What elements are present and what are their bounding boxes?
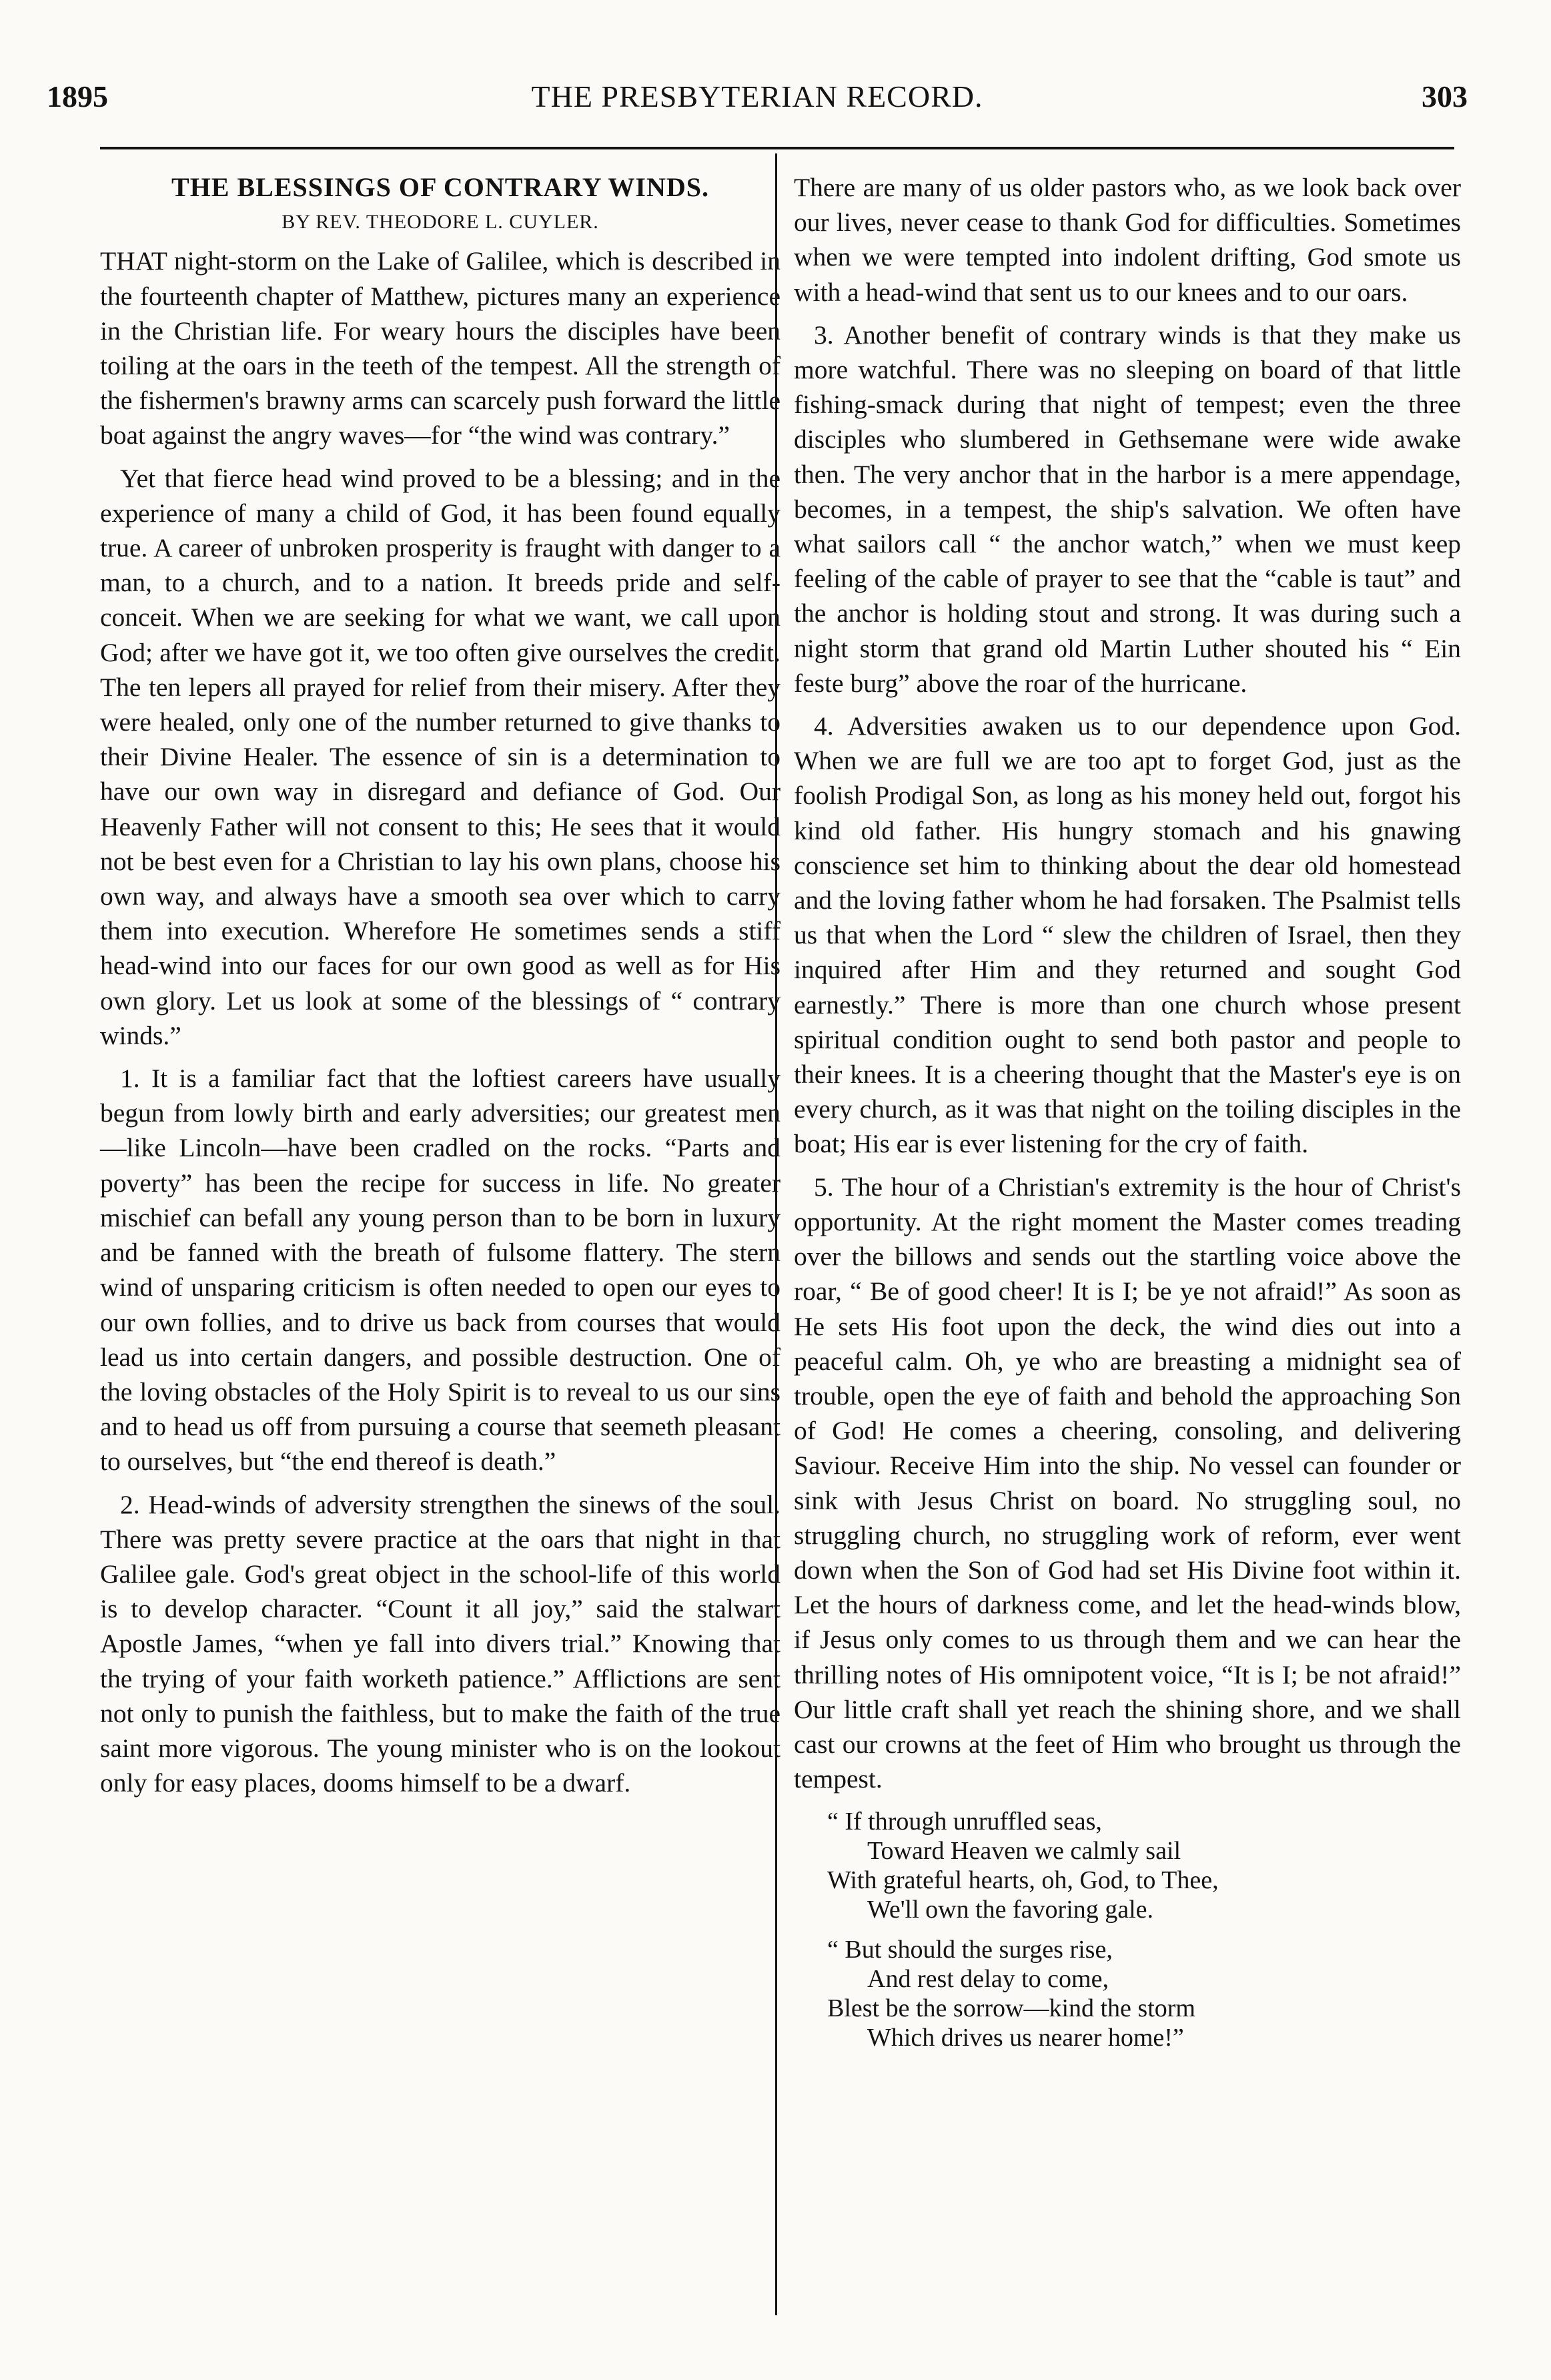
- header-rule: [100, 147, 1454, 149]
- paragraph: 3. Another benefit of contrary winds is that they make us more watchful. There was no sleeping on board of that little fishing-smack during that night of tempest; even the three disciples who slumbered in Gethsemane were wide awake then. The very anchor that in the harbor is a mere appendage, becomes, in a tempest, the ship's salvation. We often have what sailors call “ the anchor watch,” when we must keep feeling of the cable of prayer to see that the “cable is taut” and the anchor is holding stout and strong. It was during such a night storm that grand old Martin Luther shouted his “ Ein feste burg” above the roar of the hurricane.: [794, 320, 1461, 698]
- poem-line: Which drives us nearer home!”: [867, 2024, 1184, 2052]
- publication-title: THE PRESBYTERIAN RECORD.: [531, 79, 983, 113]
- paragraph: 1. It is a familiar fact that the loftiest careers have usually begun from lowly birth and early adversities; our greatest men—like Lincoln—have been cradled on the rocks. “Parts and poverty” has been the recipe for success in life. No greater mischief can befall any young person than to be born in luxury and be fanned with the breath of fulsome flattery. The stern wind of unsparing criticism is often needed to open our eyes to our own follies, and to drive us back from courses that would lead us into certain dangers, and possible destruction. One of the loving obstacles of the Holy Spirit is to reveal to us our sins and to head us off from pursuing a course that seemeth pleasant to ourselves, but “the end thereof is death.”: [100, 1064, 781, 1477]
- poem-line: Toward Heaven we calmly sail: [867, 1837, 1181, 1866]
- article-byline: BY REV. THEODORE L. CUYLER.: [282, 211, 599, 234]
- paragraph: 2. Head-winds of adversity strengthen the sinews of the soul. There was pretty severe practice at the oars that night in that Galilee gale. God's great object in the school-life of this world is to develop character. “Count it all joy,” said the stalwart Apostle James, “when ye fall into divers trial.” Knowing that the trying of your faith worketh patience.” Afflictions are sent not only to punish the faithless, but to make the faith of the true saint more vigorous. The young minister who is on the lookout only for easy places, dooms himself to be a dwarf.: [100, 1489, 781, 1798]
- paragraph: There are many of us older pastors who, as we look back over our lives, never cease to thank God for difficulties. Sometimes when we were tempted into indolent drifting, God smote us with a head-wind that sent us to our knees and to our oars.: [794, 173, 1461, 307]
- right-column: [794, 170, 1461, 2063]
- left-column: [100, 170, 781, 1808]
- poem-line: “ But should the surges rise,: [827, 1936, 1113, 1964]
- paragraph: 5. The hour of a Christian's extremity is the hour of Christ's opportunity. At the right moment the Master comes treading over the billows and sends out the startling voice above the roar, “ Be of good cheer! It is I; be ye not afraid!” As soon as He sets His foot upon the deck, the wind dies out into a peaceful calm. Oh, ye who are breasting a midnight sea of trouble, open the eye of faith and behold the approaching Son of God! He comes a cheering, consoling, and delivering Saviour. Receive Him into the ship. No vessel can founder or sink with Jesus Christ on board. No struggling soul, no struggling church, no struggling work of reform, ever went down when the Son of God had set His Divine foot within it. Let the hours of darkness come, and let the head-winds blow, if Jesus only comes to us through them and we can hear the thrilling notes of His omnipotent voice, “It is I; be not afraid!” Our little craft shall yet reach the shining shore, and we shall cast our crowns at the feet of Him who brought us through the tempest.: [794, 1172, 1461, 1794]
- article-title: THE BLESSINGS OF CONTRARY WINDS.: [171, 172, 709, 202]
- paragraph: THAT night-storm on the Lake of Galilee, which is described in the fourteenth chapter of Matthew, pictures many an experience in the Christian life. For weary hours the disciples have been toiling at the oars in the teeth of the tempest. All the strength of the fishermen's brawny arms can scarcely push forward the little boat against the angry waves—for “the wind was contrary.”: [100, 246, 781, 450]
- poem-stanza: [827, 1807, 1461, 1924]
- paragraph: Yet that fierce head wind proved to be a blessing; and in the experience of many a child of God, it has been found equally true. A career of unbroken prosperity is fraught with danger to a man, to a church, and to a nation. It breeds pride and self-conceit. When we are seeking for what we want, we call upon God; after we have got it, we too often give ourselves the credit. The ten lepers all prayed for relief from their misery. After they were healed, only one of the number returned to give thanks to their Divine Healer. The essence of sin is a determination to have our own way in disregard and defiance of God. Our Heavenly Father will not consent to this; He sees that it would not be best even for a Christian to lay his own plans, choose his own way, and always have a smooth sea over which to carry them into execution. Wherefore He sometimes sends a stiff head-wind into our faces for our own good as well as for His own glory. Let us look at some of the blessings of “ contrary winds.”: [100, 463, 781, 1050]
- poem-line: We'll own the favoring gale.: [867, 1896, 1154, 1924]
- page-number: 303: [1422, 79, 1468, 113]
- poem-line: “ If through unruffled seas,: [827, 1808, 1102, 1836]
- poem-line: And rest delay to come,: [867, 1965, 1109, 1994]
- poem-stanza: [827, 1935, 1461, 2052]
- poem: [827, 1807, 1461, 2052]
- poem-line: Blest be the sorrow—kind the storm: [827, 1994, 1195, 2023]
- header-year: 1895: [47, 79, 108, 113]
- paragraph: 4. Adversities awaken us to our dependence upon God. When we are full we are too apt to forget God, just as the foolish Prodigal Son, as long as his money held out, forgot his kind old father. His hungry stomach and his gnawing conscience set him to thinking about the dear old homestead and the loving father whom he had forsaken. The Psalmist tells us that when the Lord “ slew the children of Israel, then they inquired after Him and they returned and sought God earnestly.” There is more than one church whose present spiritual condition ought to send both pastor and people to their knees. It is a cheering thought that the Master's eye is on every church, as it was that night on the toiling disciples in the boat; His ear is ever listening for the cry of faith.: [794, 711, 1461, 1159]
- poem-line: With grateful hearts, oh, God, to Thee,: [827, 1866, 1219, 1895]
- page-header: [47, 79, 1468, 139]
